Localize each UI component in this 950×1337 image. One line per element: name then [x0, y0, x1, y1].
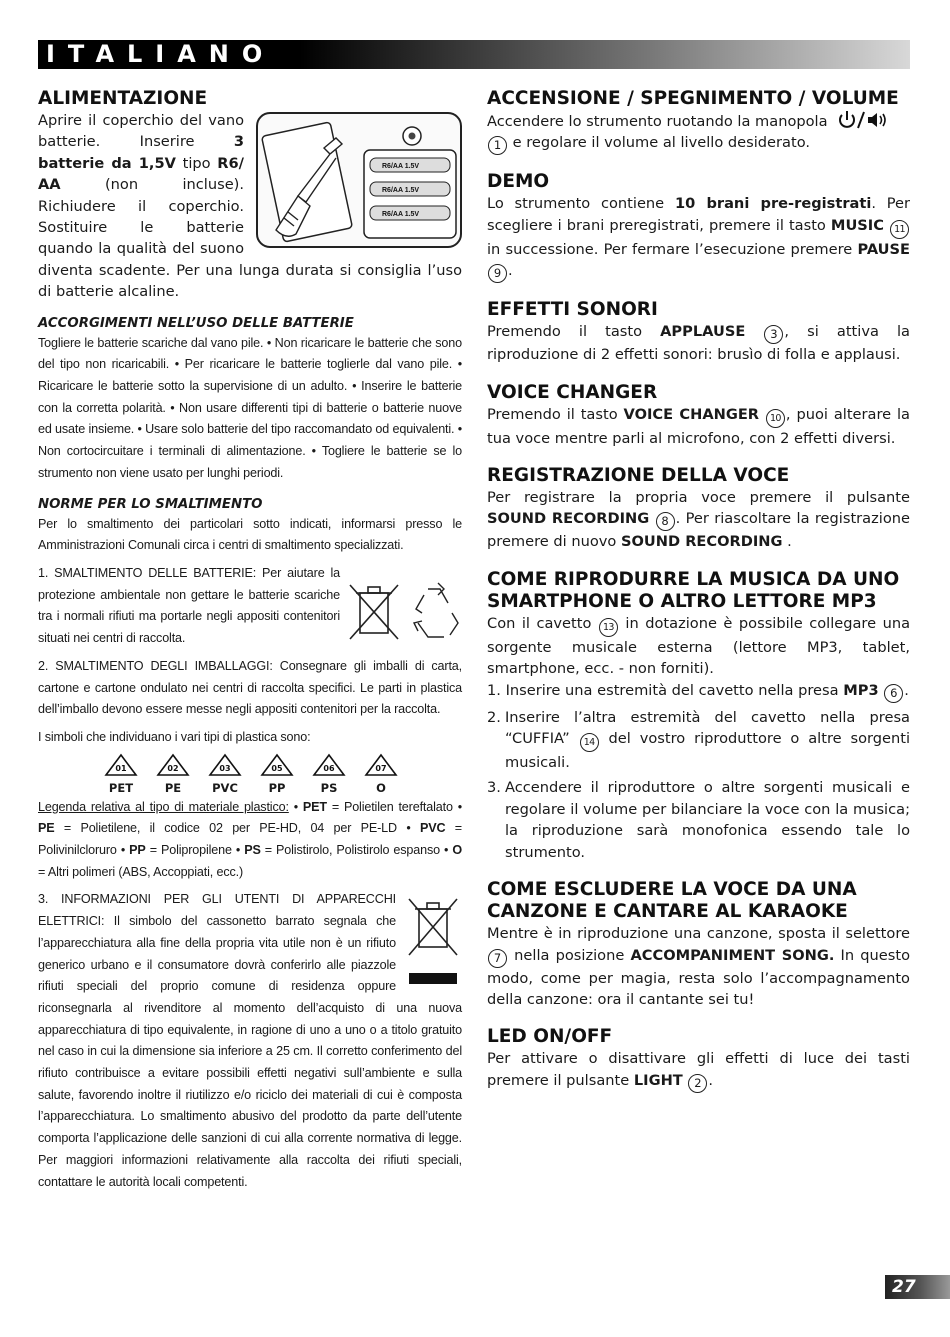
plastic-code: 05: [271, 763, 283, 773]
recycle-symbols: [344, 579, 462, 645]
recycle-triangle-icon: [104, 753, 138, 777]
plastic-label: PS: [320, 780, 338, 795]
plastic-label: PET: [108, 780, 134, 795]
plastic-symbol: [312, 753, 346, 794]
plastic-symbol: [260, 753, 294, 794]
left-column: [38, 88, 462, 1193]
accorgimenti-text: Togliere le batterie scariche dal vano pile. • Non ricaricare le batterie che sono del tipo non ricaricabili. • Per ricaricare le batterie toglierle dal vano pile. • Ricaricare le batterie sotto la supervisione di un adulto. • Inserire le batterie con la corretta polarità. • Non usare differenti tipi di batterie o batterie nuove ed usate insieme. • Usare solo batterie del tipo raccomandato od equivalenti. • Non cortocircuitare i terminali di alimentazione. • Togliere le batterie se lo strumento non viene usato per lunghi periodi.: [38, 335, 463, 480]
plastic-label: PP: [268, 780, 286, 795]
norme-item-2: 2. SMALTIMENTO DEGLI IMBALLAGGI: Consegnare gli imballi di carta, cartone e cartone ondulato nei centri di raccolta specifici. Le parti in plastica dell’imballo devono essere messe negli appositi contenitori per la raccolta.: [38, 658, 462, 717]
crossed-bin-icon: [344, 579, 462, 643]
norme-item-1: 1. SMALTIMENTO DELLE BATTERIE: Per aiutare la protezione ambientale non gettare le batterie scariche tra i normali rifiuti ma portarle negli appositi contenitori situati nei centri di raccolta.: [38, 565, 340, 646]
voice-text: Premendo il tasto VOICE CHANGER 10 , puoi alterare la tua voce mentre parli al microfono, con 2 effetti diversi.: [487, 405, 910, 447]
battery-compartment-illustration: [256, 112, 462, 248]
weee-bin-icon: [404, 895, 462, 987]
karaoke-text: Mentre è in riproduzione una canzone, sposta il selettore 7 nella posizione ACCOMPANIMENT SONG. In questo modo, come per magia, resta solo l’accompagnamento della canzone: ora il cantante sei tu!: [487, 925, 911, 1008]
recycle-triangle-icon: [364, 753, 398, 777]
section-title-registrazione: REGISTRAZIONE DELLA VOCE: [487, 465, 790, 487]
weee-block: [38, 889, 462, 1193]
number-badge: 10: [766, 409, 785, 428]
alimentazione-text: Aprire il coperchio del vano batterie. Inserire 3 batterie da 1,5V tipo R6/ AA (non incluse). Richiudere il coperchio. Sostituire le batterie quando la qualità del suono diventa scadente. Per una lunga durata si consiglia l’uso di batterie alcaline.: [38, 112, 462, 301]
battery-label-1: R6/AA 1.5V: [382, 163, 420, 170]
power-volume-icon: [836, 110, 892, 130]
plastic-symbol: [364, 753, 398, 794]
recycle-triangle-icon: [156, 753, 190, 777]
section-title-karaoke: COME ESCLUDERE LA VOCE DA UNA CANZONE E CANTARE AL KARAOKE: [487, 879, 857, 923]
led-text: Per attivare o disattivare gli effetti di luce dei tasti premere il pulsante LIGHT 2 .: [487, 1048, 910, 1092]
section-title-alimentazione: ALIMENTAZIONE: [38, 88, 208, 109]
subsection-title-norme: NORME PER LO SMALTIMENTO: [38, 496, 263, 512]
musica-step-2: 2. Inserire l’altra estremità del cavetto nella presa “CUFFIA” 14 del vostro riproduttore o altre sorgenti musicali.: [487, 708, 911, 772]
number-badge: 14: [580, 733, 599, 752]
musica-text: Con il cavetto 13 in dotazione è possibile collegare una sorgente musicale esterna (lettore MP3, tablet, smartphone, ecc. - non forniti).: [487, 614, 911, 678]
plastic-symbol: [104, 753, 138, 794]
musica-step-3: 3. Accendere il riproduttore o altre sorgenti musicali e regolare il volume per bilanciare la voce con la musica; la riproduzione sarà monofonica essendo tale lo strumento.: [487, 779, 910, 861]
norme-item-3: 3. INFORMAZIONI PER GLI UTENTI DI APPARECCHI ELETTRICI: Il simbolo del cassonetto barrato segnala che l’apparecchiatura alla fine della propria vita utile non è un rifiuto generico urbano e il consumatore dovrà conferirlo alle piazzole rifiuti speciali del proprio comune di residenza oppure riconsegnarla al rivenditore al momento dell’acquisto di una nuova apparecchiatura di tipo equivalente, in ragione di uno a uno o a titolo gratuito nel caso in cui la dimensione sia inferiore a 25 cm. Il corretto conferimento del rifiuto contribuisce a evitare possibili effetti negativi sull’ambiente e sulla salute, favorendo inoltre il riutilizzo e/o riciclo dei materiali di cui è composta l’apparecchiatura. Lo smaltimento abusivo del prodotto da parte dell’utente comporta l’applicazione delle sanzioni di cui alla corrente normativa di legge. Per maggiori informazioni relativamente alla raccolta dei rifiuti speciali, contattare le autorità locali competenti.: [38, 892, 462, 1189]
plastic-legend: Legenda relativa al tipo di materiale plastico: • PET = Polietilen tereftalato • PE = Polietilene, il codice 02 per PE-HD, 04 per PE-LD • PVC = Polivinilcloruro • PP = Polipropilene • PS = Polistirolo, Polistirolo espanso • O = Altri polimeri (ABS, Accoppiati, ecc.): [38, 799, 463, 879]
number-badge: 2: [688, 1074, 707, 1093]
plastic-symbols-intro: I simboli che individuano i vari tipi di plastica sono:: [38, 729, 311, 744]
plastic-code: 07: [375, 763, 387, 773]
smaltimento-batterie-block: [38, 563, 462, 650]
norme-intro: Per lo smaltimento dei particolari sotto indicati, informarsi presso le Amministrazioni Comunali circa i centri di smaltimento specializzati.: [38, 516, 462, 553]
battery-diagram-icon: [258, 114, 460, 246]
battery-label-2: R6/AA 1.5V: [382, 187, 420, 194]
demo-text: Lo strumento contiene 10 brani pre-registrati. Per scegliere i brani preregistrati, premere il tasto MUSIC 11 in successione. Per fermare l’esecuzione premere PAUSE 9 .: [487, 193, 910, 283]
plastic-symbol: [208, 753, 242, 794]
number-badge: 1: [488, 136, 507, 155]
plastic-code: 01: [115, 763, 127, 773]
number-badge: 9: [488, 264, 507, 283]
number-badge: 11: [890, 220, 909, 239]
recycle-arrows-icon: [414, 583, 458, 637]
section-title-led: LED ON/OFF: [487, 1026, 613, 1048]
subsection-title-accorgimenti: ACCORGIMENTI NELL’USO DELLE BATTERIE: [38, 315, 354, 331]
effetti-text: Premendo il tasto APPLAUSE 3 , si attiva la riproduzione di 2 effetti sonori: brusìo di folla e applausi.: [487, 323, 910, 364]
recycle-triangle-icon: [208, 753, 242, 777]
section-title-accensione: ACCENSIONE / SPEGNIMENTO / VOLUME: [487, 88, 899, 109]
recycle-triangle-icon: [312, 753, 346, 777]
accensione-text: Accendere lo strumento ruotando la manopola 1 e regolare il volume al livello desiderato.: [487, 110, 910, 155]
right-column: [487, 88, 910, 1093]
section-title-voice: VOICE CHANGER: [487, 381, 658, 403]
section-title-effetti: EFFETTI SONORI: [487, 299, 658, 321]
number-badge: 3: [764, 325, 783, 344]
page-number-tab: [885, 1275, 950, 1299]
number-badge: 7: [488, 949, 507, 968]
section-title-musica: COME RIPRODURRE LA MUSICA DA UNO SMARTPHONE O ALTRO LETTORE MP3: [487, 568, 900, 612]
number-badge: 13: [599, 618, 618, 637]
plastic-label: PE: [164, 780, 182, 795]
number-badge: 8: [656, 512, 675, 531]
musica-step-1: 1. Inserire una estremità del cavetto nella presa MP3 6 .: [487, 680, 910, 703]
plastic-code: 03: [219, 763, 231, 773]
plastic-label: PVC: [212, 780, 238, 795]
plastic-label: O: [376, 780, 386, 795]
plastic-symbols-row: [38, 753, 462, 794]
number-badge: 6: [884, 684, 903, 703]
plastic-code: 02: [167, 763, 179, 773]
battery-label-3: R6/AA 1.5V: [382, 211, 420, 218]
plastic-symbol: [156, 753, 190, 794]
page-number: 27: [892, 1277, 916, 1297]
language-header-bar: [38, 40, 910, 69]
section-title-demo: DEMO: [487, 171, 550, 193]
language-title: ITALIANO: [46, 40, 276, 68]
registrazione-text: Per registrare la propria voce premere il pulsante SOUND RECORDING 8 . Per riascoltare la registrazione premere di nuovo SOUND RECORDING .: [487, 489, 910, 551]
plastic-code: 06: [323, 763, 335, 773]
recycle-triangle-icon: [260, 753, 294, 777]
weee-symbol: [404, 895, 462, 987]
